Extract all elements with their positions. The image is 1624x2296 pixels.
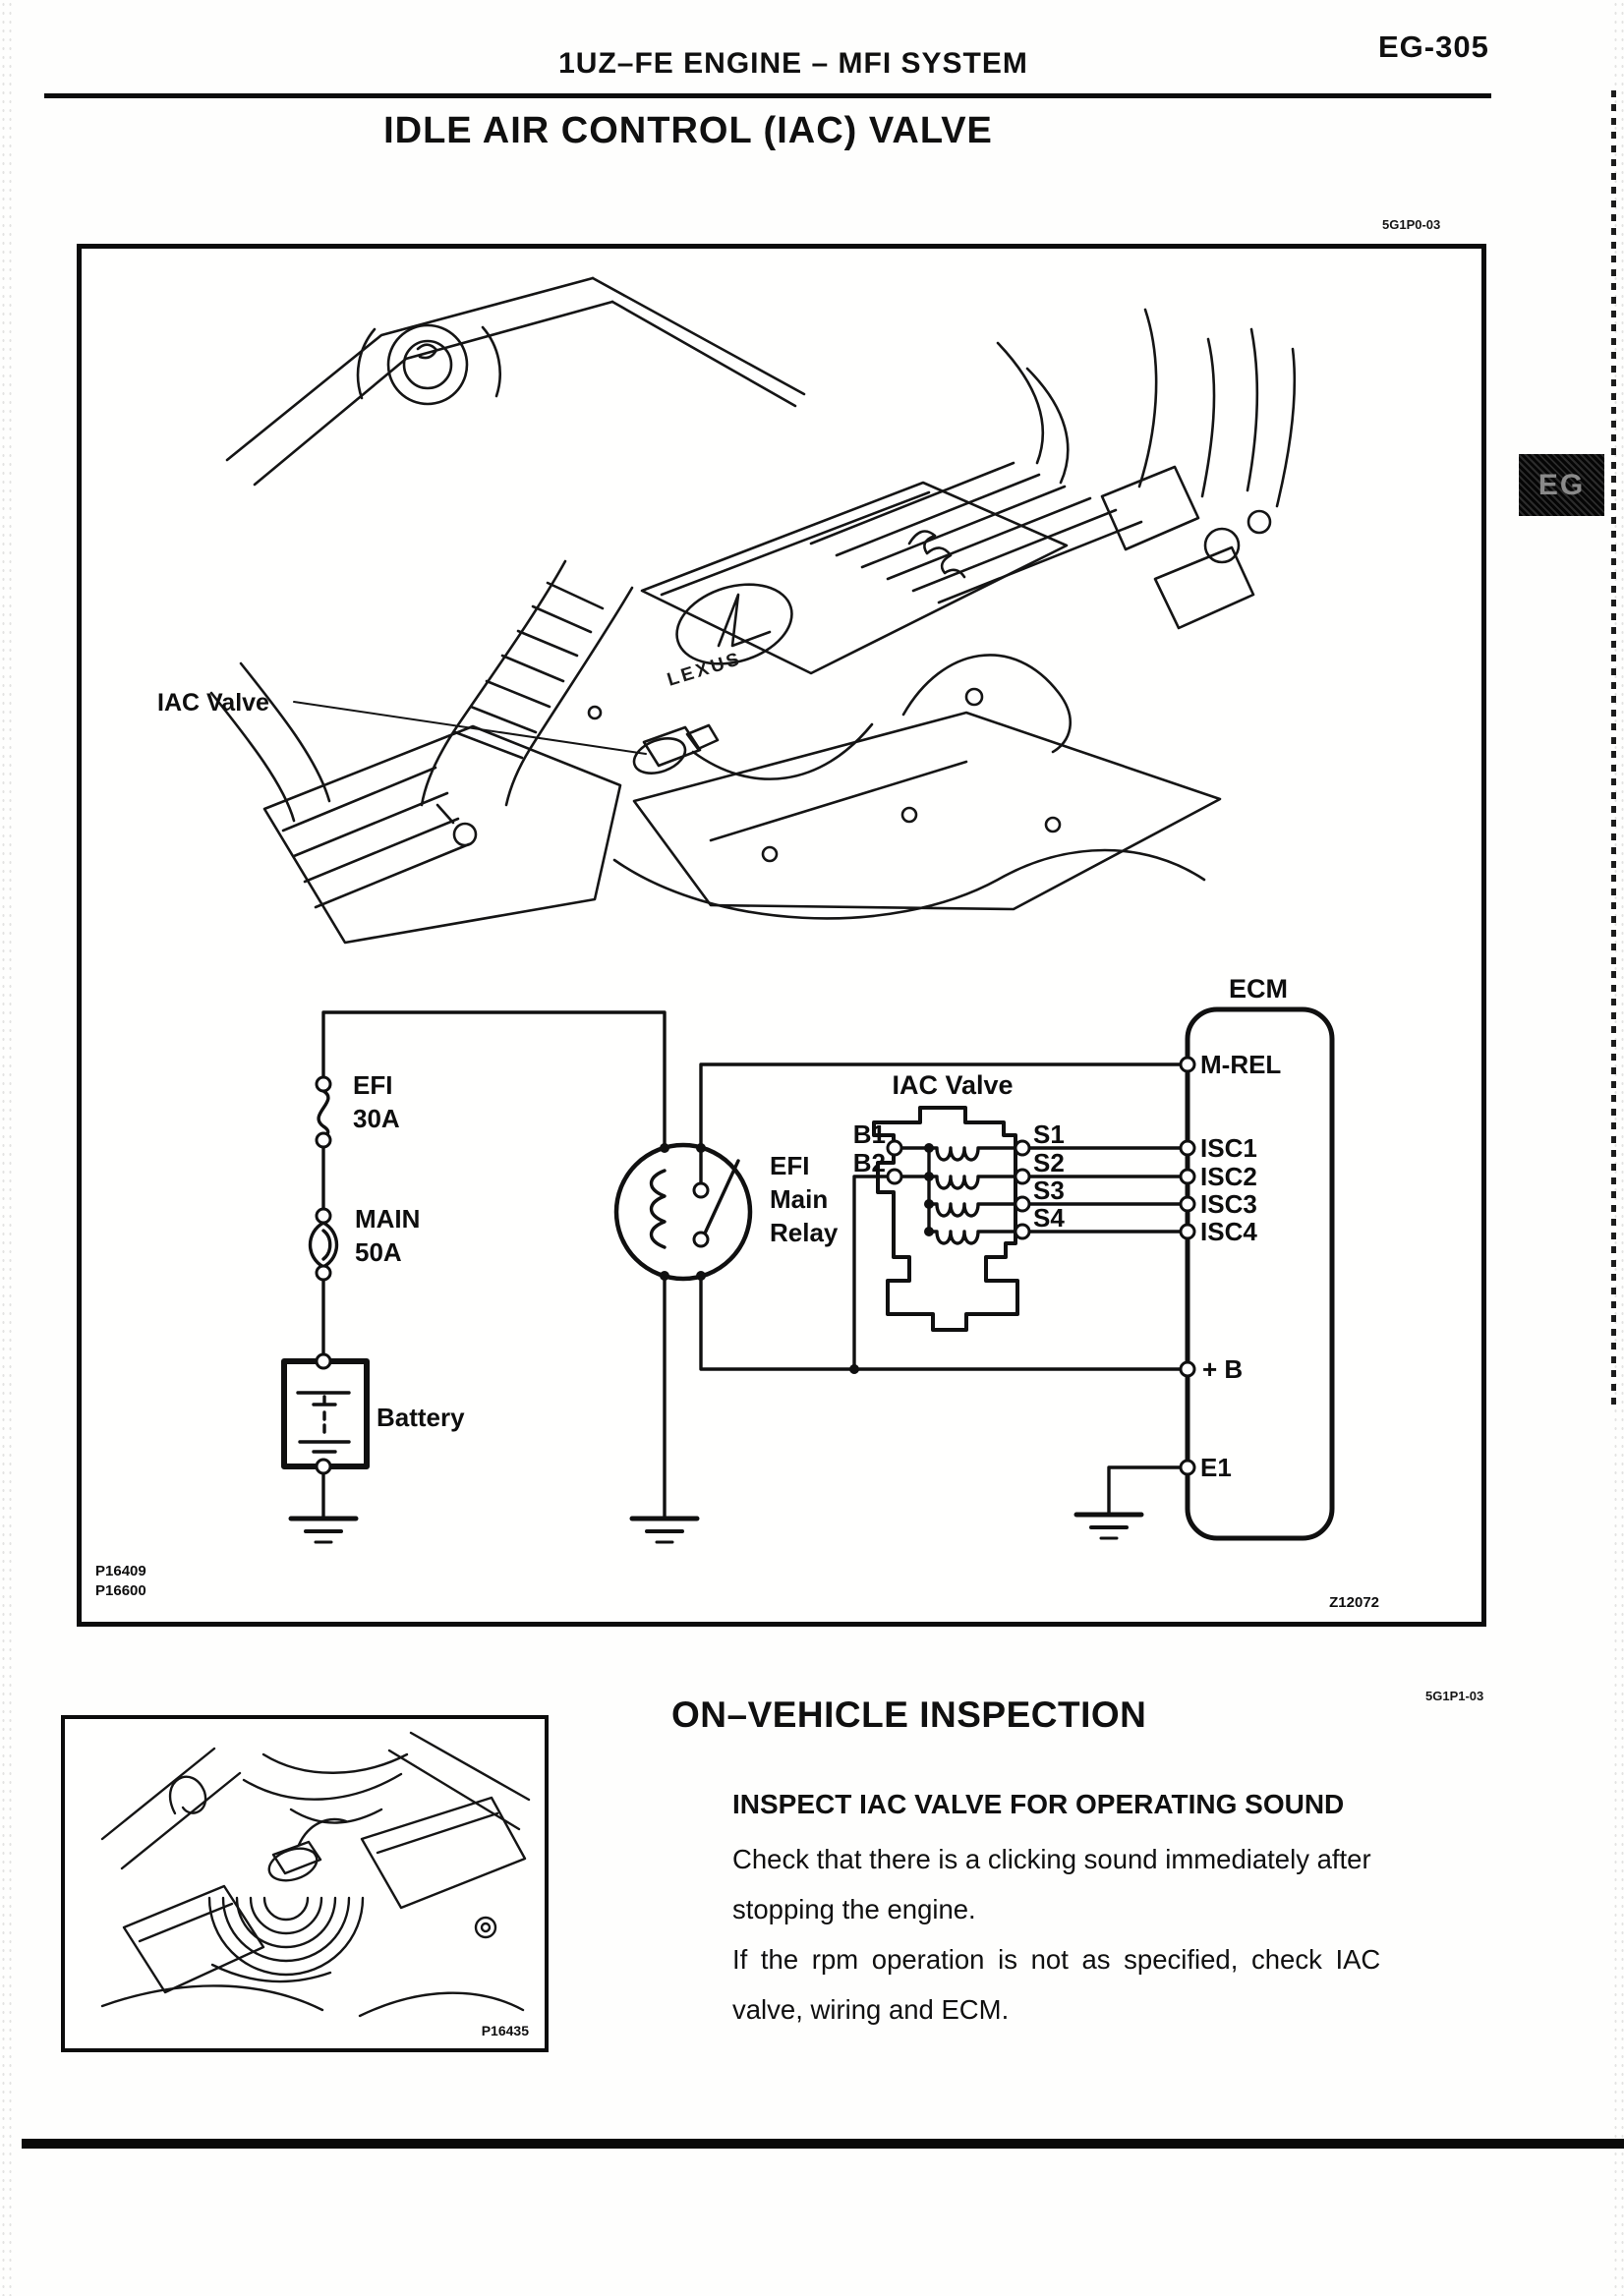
main-fuse-label-2: 50A — [355, 1237, 402, 1267]
ecm-label: ECM — [1229, 974, 1288, 1004]
wires — [323, 1012, 1181, 1517]
iac-coil-2 — [929, 1177, 1015, 1188]
relay-ground-symbol — [632, 1519, 697, 1542]
efi-main-relay-symbol — [616, 1145, 750, 1279]
section-tab-label: EG — [1537, 468, 1586, 501]
photo-code-1: P16409 — [95, 1563, 146, 1579]
section-tab-eg — [1519, 454, 1604, 516]
efi-fuse-label-2: 30A — [353, 1104, 400, 1133]
inspection-line-art — [102, 1733, 529, 2016]
inspection-line-3: If the rpm operation is not as specified, check IAC — [732, 1944, 1381, 1975]
inspection-line-2: stopping the engine. — [732, 1894, 976, 1924]
inspection-step-title: INSPECT IAC VALVE FOR OPERATING SOUND — [732, 1789, 1345, 1819]
page-header: 1UZ–FE ENGINE – MFI SYSTEM — [558, 47, 1028, 80]
figure1-frame — [77, 244, 1486, 1627]
engine-line-art — [211, 278, 1295, 943]
left-scan-speckle — [0, 0, 16, 2296]
wiring-diagram — [284, 1009, 1332, 1542]
diagram-code: Z12072 — [1329, 1594, 1379, 1611]
iac-valve-schematic-label: IAC Valve — [892, 1070, 1014, 1100]
terminal-s3-label: S3 — [1033, 1176, 1065, 1205]
page-title: IDLE AIR CONTROL (IAC) VALVE — [383, 110, 993, 151]
inspection-line-1: Check that there is a clicking sound immediately after — [732, 1844, 1371, 1874]
terminal-s2-label: S2 — [1033, 1148, 1065, 1177]
e1-ground-symbol — [1076, 1515, 1141, 1538]
inspection-text-block — [732, 1789, 1489, 2035]
relay-label-1: EFI — [770, 1151, 810, 1180]
relay-label-2: Main — [770, 1184, 829, 1214]
figure1-illustration — [82, 249, 1481, 1622]
photo-code-2: P16600 — [95, 1582, 146, 1599]
efi-fuse-label-1: EFI — [353, 1070, 393, 1100]
terminal-b2-label: B2 — [852, 1148, 886, 1177]
figure2-illustration — [65, 1719, 545, 2048]
terminal-e1-label: E1 — [1200, 1453, 1232, 1482]
inspection-code: 5G1P1-03 — [1425, 1689, 1484, 1703]
header-rule — [44, 93, 1491, 98]
figure2-frame — [61, 1715, 549, 2052]
terminal-s1-label: S1 — [1033, 1119, 1065, 1149]
main-fuse-label-1: MAIN — [355, 1204, 421, 1234]
lexus-wordmark: LEXUS — [665, 648, 745, 691]
terminal-b1-label: B1 — [852, 1119, 886, 1149]
terminal-isc4-label: ISC4 — [1200, 1217, 1257, 1246]
iac-valve-part-small — [265, 1819, 346, 1886]
engine-iac-valve-label: IAC Valve — [157, 689, 269, 717]
inspection-line-4: valve, wiring and ECM. — [732, 1994, 1010, 2025]
iac-coil-1 — [929, 1148, 1015, 1160]
battery-ground-symbol — [291, 1519, 356, 1542]
figure2-code: P16435 — [481, 2023, 529, 2038]
terminal-isc3-label: ISC3 — [1200, 1189, 1257, 1219]
relay-label-3: Relay — [770, 1218, 839, 1247]
terminal-plusb-label: + B — [1202, 1354, 1244, 1384]
terminal-isc1-label: ISC1 — [1200, 1133, 1257, 1163]
page-number: EG-305 — [1378, 29, 1489, 64]
right-dotted-rule — [1611, 90, 1616, 1407]
terminal-mrel-label: M-REL — [1200, 1050, 1282, 1079]
inspection-heading: ON–VEHICLE INSPECTION — [671, 1694, 1147, 1735]
bottom-scan-bar — [22, 2139, 1624, 2149]
sound-waves-icon — [209, 1898, 363, 1975]
terminal-isc2-label: ISC2 — [1200, 1162, 1257, 1191]
figure1-code: 5G1P0-03 — [1382, 217, 1441, 232]
terminal-s4-label: S4 — [1033, 1203, 1065, 1233]
iac-coil-3 — [929, 1204, 1015, 1216]
iac-coil-4 — [929, 1232, 1015, 1243]
battery-label: Battery — [377, 1403, 465, 1432]
